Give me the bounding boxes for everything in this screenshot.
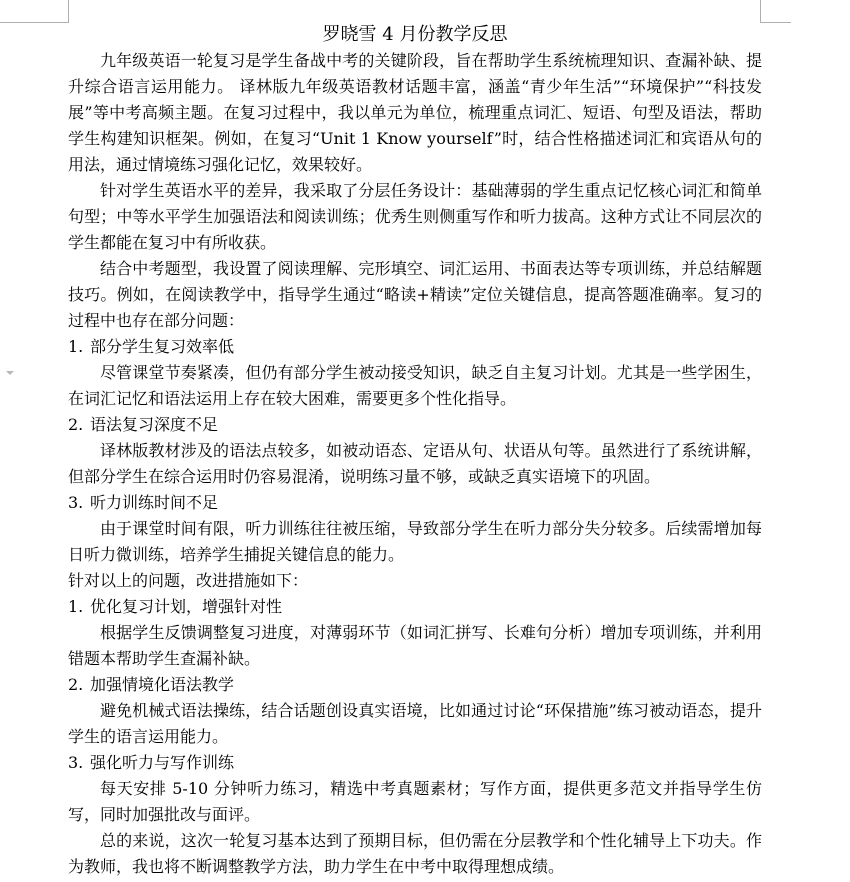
measure-number-2: 2. [68,675,84,694]
page-corner-mark-right [760,0,791,23]
problem-number-3: 3. [68,493,84,512]
problem-heading-3 [68,490,762,516]
measure-body-1: 根据学生反馈调整复习进度，对薄弱环节（如词汇拼写、长难句分析）增加专项训练，并利用错题本帮助学生查漏补缺。 [68,623,762,668]
problem-title-3: 听力训练时间不足 [90,493,219,512]
intro-paragraph-1: 九年级英语一轮复习是学生备战中考的关键阶段，旨在帮助学生系统梳理知识、查漏补缺、提升综合语言运用能力。 译林版九年级英语教材话题丰富，涵盖“青少年生活”“环境保护”“科技发展”等中考高频主题。在复习过程中，我以单元为单位，梳理重点词汇、短语、句型及语法，帮助学生构建知识框架。例如，在复习“Unit 1 Know yourself”时，结合性格描述词汇和宾语从句的用法，通过情境练习强化记忆，效果较好。 [68,51,762,174]
document-title: 罗晓雪 4 月份教学反思 [322,24,508,45]
intro-paragraph-3: 结合中考题型，我设置了阅读理解、完形填空、词汇运用、书面表达等专项训练，并总结解题技巧。例如，在阅读教学中，指导学生通过“略读+精读”定位关键信息，提高答题准确率。复习的过程中也存在部分问题： [68,259,762,330]
measure-heading-3 [68,750,762,776]
measure-number-1: 1. [68,597,84,616]
measures-intro: 针对以上的问题，改进措施如下： [68,571,309,590]
measure-title-2: 加强情境化语法教学 [90,675,235,694]
problem-body-2: 译林版教材涉及的语法点较多，如被动语态、定语从句、状语从句等。虽然进行了系统讲解，但部分学生在综合运用时仍容易混淆，说明练习量不够，或缺乏真实语境下的巩固。 [68,441,762,486]
problem-number-1: 1. [68,337,84,356]
measure-number-3: 3. [68,753,84,772]
margin-marker-icon [6,371,14,375]
problem-body-3: 由于课堂时间有限，听力训练往往被压缩，导致部分学生在听力部分失分较多。后续需增加每日听力微训练，培养学生捕捉关键信息的能力。 [68,519,762,564]
intro-paragraph-2: 针对学生英语水平的差异，我采取了分层任务设计：基础薄弱的学生重点记忆核心词汇和简单句型；中等水平学生加强语法和阅读训练；优秀生则侧重写作和听力拔高。这种方式让不同层次的学生都能在复习中有所收获。 [68,181,762,252]
problem-title-1: 部分学生复习效率低 [90,337,235,356]
problem-heading-1 [68,334,762,360]
conclusion-paragraph: 总的来说，这次一轮复习基本达到了预期目标，但仍需在分层教学和个性化辅导上下功夫。作为教师，我也将不断调整教学方法，助力学生在中考中取得理想成绩。 [68,831,762,876]
measure-title-3: 强化听力与写作训练 [90,753,235,772]
measure-body-2: 避免机械式语法操练，结合话题创设真实语境，比如通过讨论“环保措施”练习被动语态，提升学生的语言运用能力。 [68,701,762,746]
problem-title-2: 语法复习深度不足 [90,415,219,434]
document-body[interactable] [68,22,762,880]
measure-title-1: 优化复习计划，增强针对性 [90,597,283,616]
problem-number-2: 2. [68,415,84,434]
measure-heading-2 [68,672,762,698]
measure-body-3: 每天安排 5-10 分钟听力练习，精选中考真题素材；写作方面，提供更多范文并指导学生仿写，同时加强批改与面评。 [68,779,762,824]
page-corner-mark-left [0,0,69,23]
problem-heading-2 [68,412,762,438]
problem-body-1: 尽管课堂节奏紧凑，但仍有部分学生被动接受知识，缺乏自主复习计划。尤其是一些学困生，在词汇记忆和语法运用上存在较大困难，需要更多个性化指导。 [68,363,762,408]
measure-heading-1 [68,594,762,620]
